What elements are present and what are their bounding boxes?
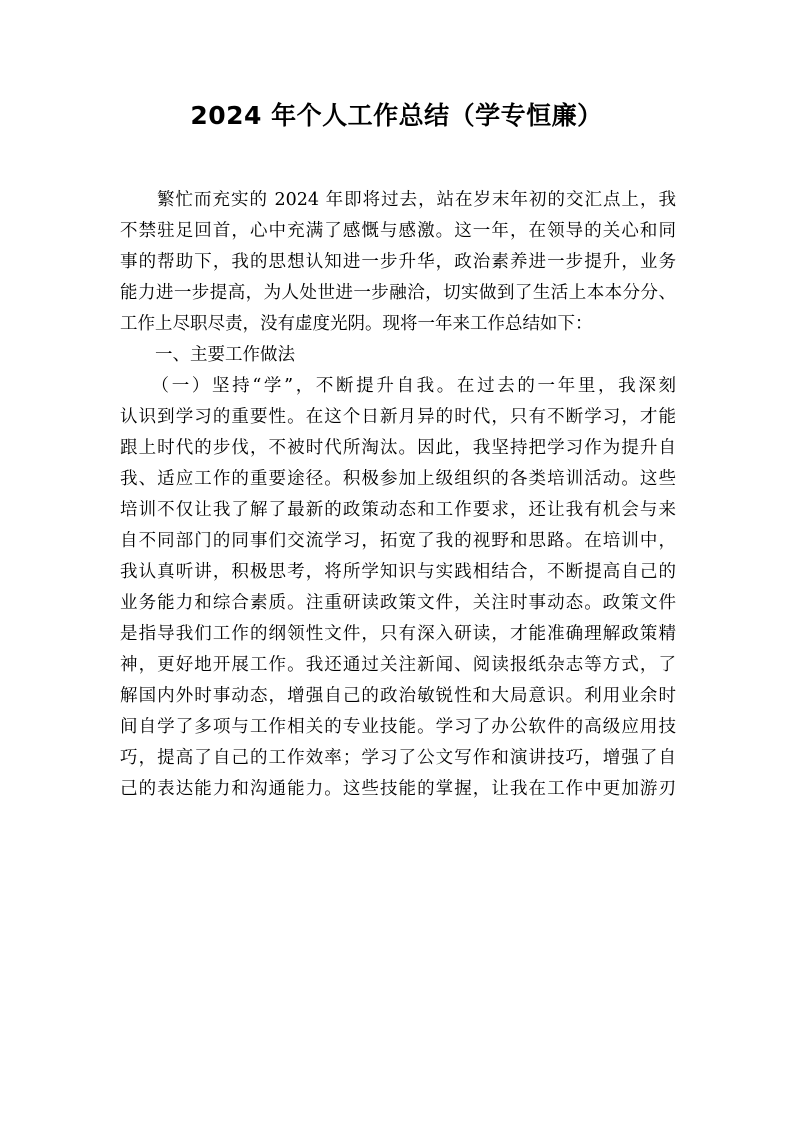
section1-line: （一）坚持“学”，不断提升自我。在过去的一年里，我深刻: [120, 376, 676, 396]
section1-paragraph: [120, 371, 676, 805]
intro-line: 不禁驻足回首，心中充满了感慨与感激。这一年，在领导的关心和同: [120, 221, 676, 241]
document-body: [120, 185, 676, 805]
section1-line: 己的表达能力和沟通能力。这些技能的掌握，让我在工作中更加游刃: [120, 779, 676, 799]
section1-line: 认识到学习的重要性。在这个日新月异的时代，只有不断学习，才能: [120, 407, 676, 427]
intro-line: 工作上尽职尽责，没有虚度光阴。现将一年来工作总结如下：: [120, 314, 593, 334]
intro-line: 事的帮助下，我的思想认知进一步升华，政治素养进一步提升，业务: [120, 252, 676, 272]
section1-line: 解国内外时事动态，增强自己的政治敏锐性和大局意识。利用业余时: [120, 686, 676, 706]
section-heading: 一、主要工作做法: [120, 345, 295, 365]
intro-line: 繁忙而充实的 2024 年即将过去，站在岁末年初的交汇点上，我: [120, 190, 676, 210]
section1-line: 间自学了多项与工作相关的专业技能。学习了办公软件的高级应用技: [120, 717, 676, 737]
intro-line: 能力进一步提高，为人处世进一步融洽，切实做到了生活上本本分分、: [120, 283, 676, 303]
section1-line: 自不同部门的同事们交流学习，拓宽了我的视野和思路。在培训中，: [120, 531, 676, 551]
section1-line: 我、适应工作的重要途径。积极参加上级组织的各类培训活动。这些: [120, 469, 676, 489]
intro-paragraph: [120, 185, 676, 340]
document-title: 2024 年个人工作总结（学专恒廉）: [190, 101, 603, 130]
section1-line: 业务能力和综合素质。注重研读政策文件，关注时事动态。政策文件: [120, 593, 676, 613]
section1-line: 巧，提高了自己的工作效率；学习了公文写作和演讲技巧，增强了自: [120, 748, 676, 768]
section1-line: 我认真听讲，积极思考，将所学知识与实践相结合，不断提高自己的: [120, 562, 676, 582]
section1-line: 培训不仅让我了解了最新的政策动态和工作要求，还让我有机会与来: [120, 500, 676, 520]
section1-line: 是指导我们工作的纲领性文件，只有深入研读，才能准确理解政策精: [120, 624, 676, 644]
section1-line: 跟上时代的步伐，不被时代所淘汰。因此，我坚持把学习作为提升自: [120, 438, 676, 458]
section1-line: 神，更好地开展工作。我还通过关注新闻、阅读报纸杂志等方式，了: [120, 655, 676, 675]
